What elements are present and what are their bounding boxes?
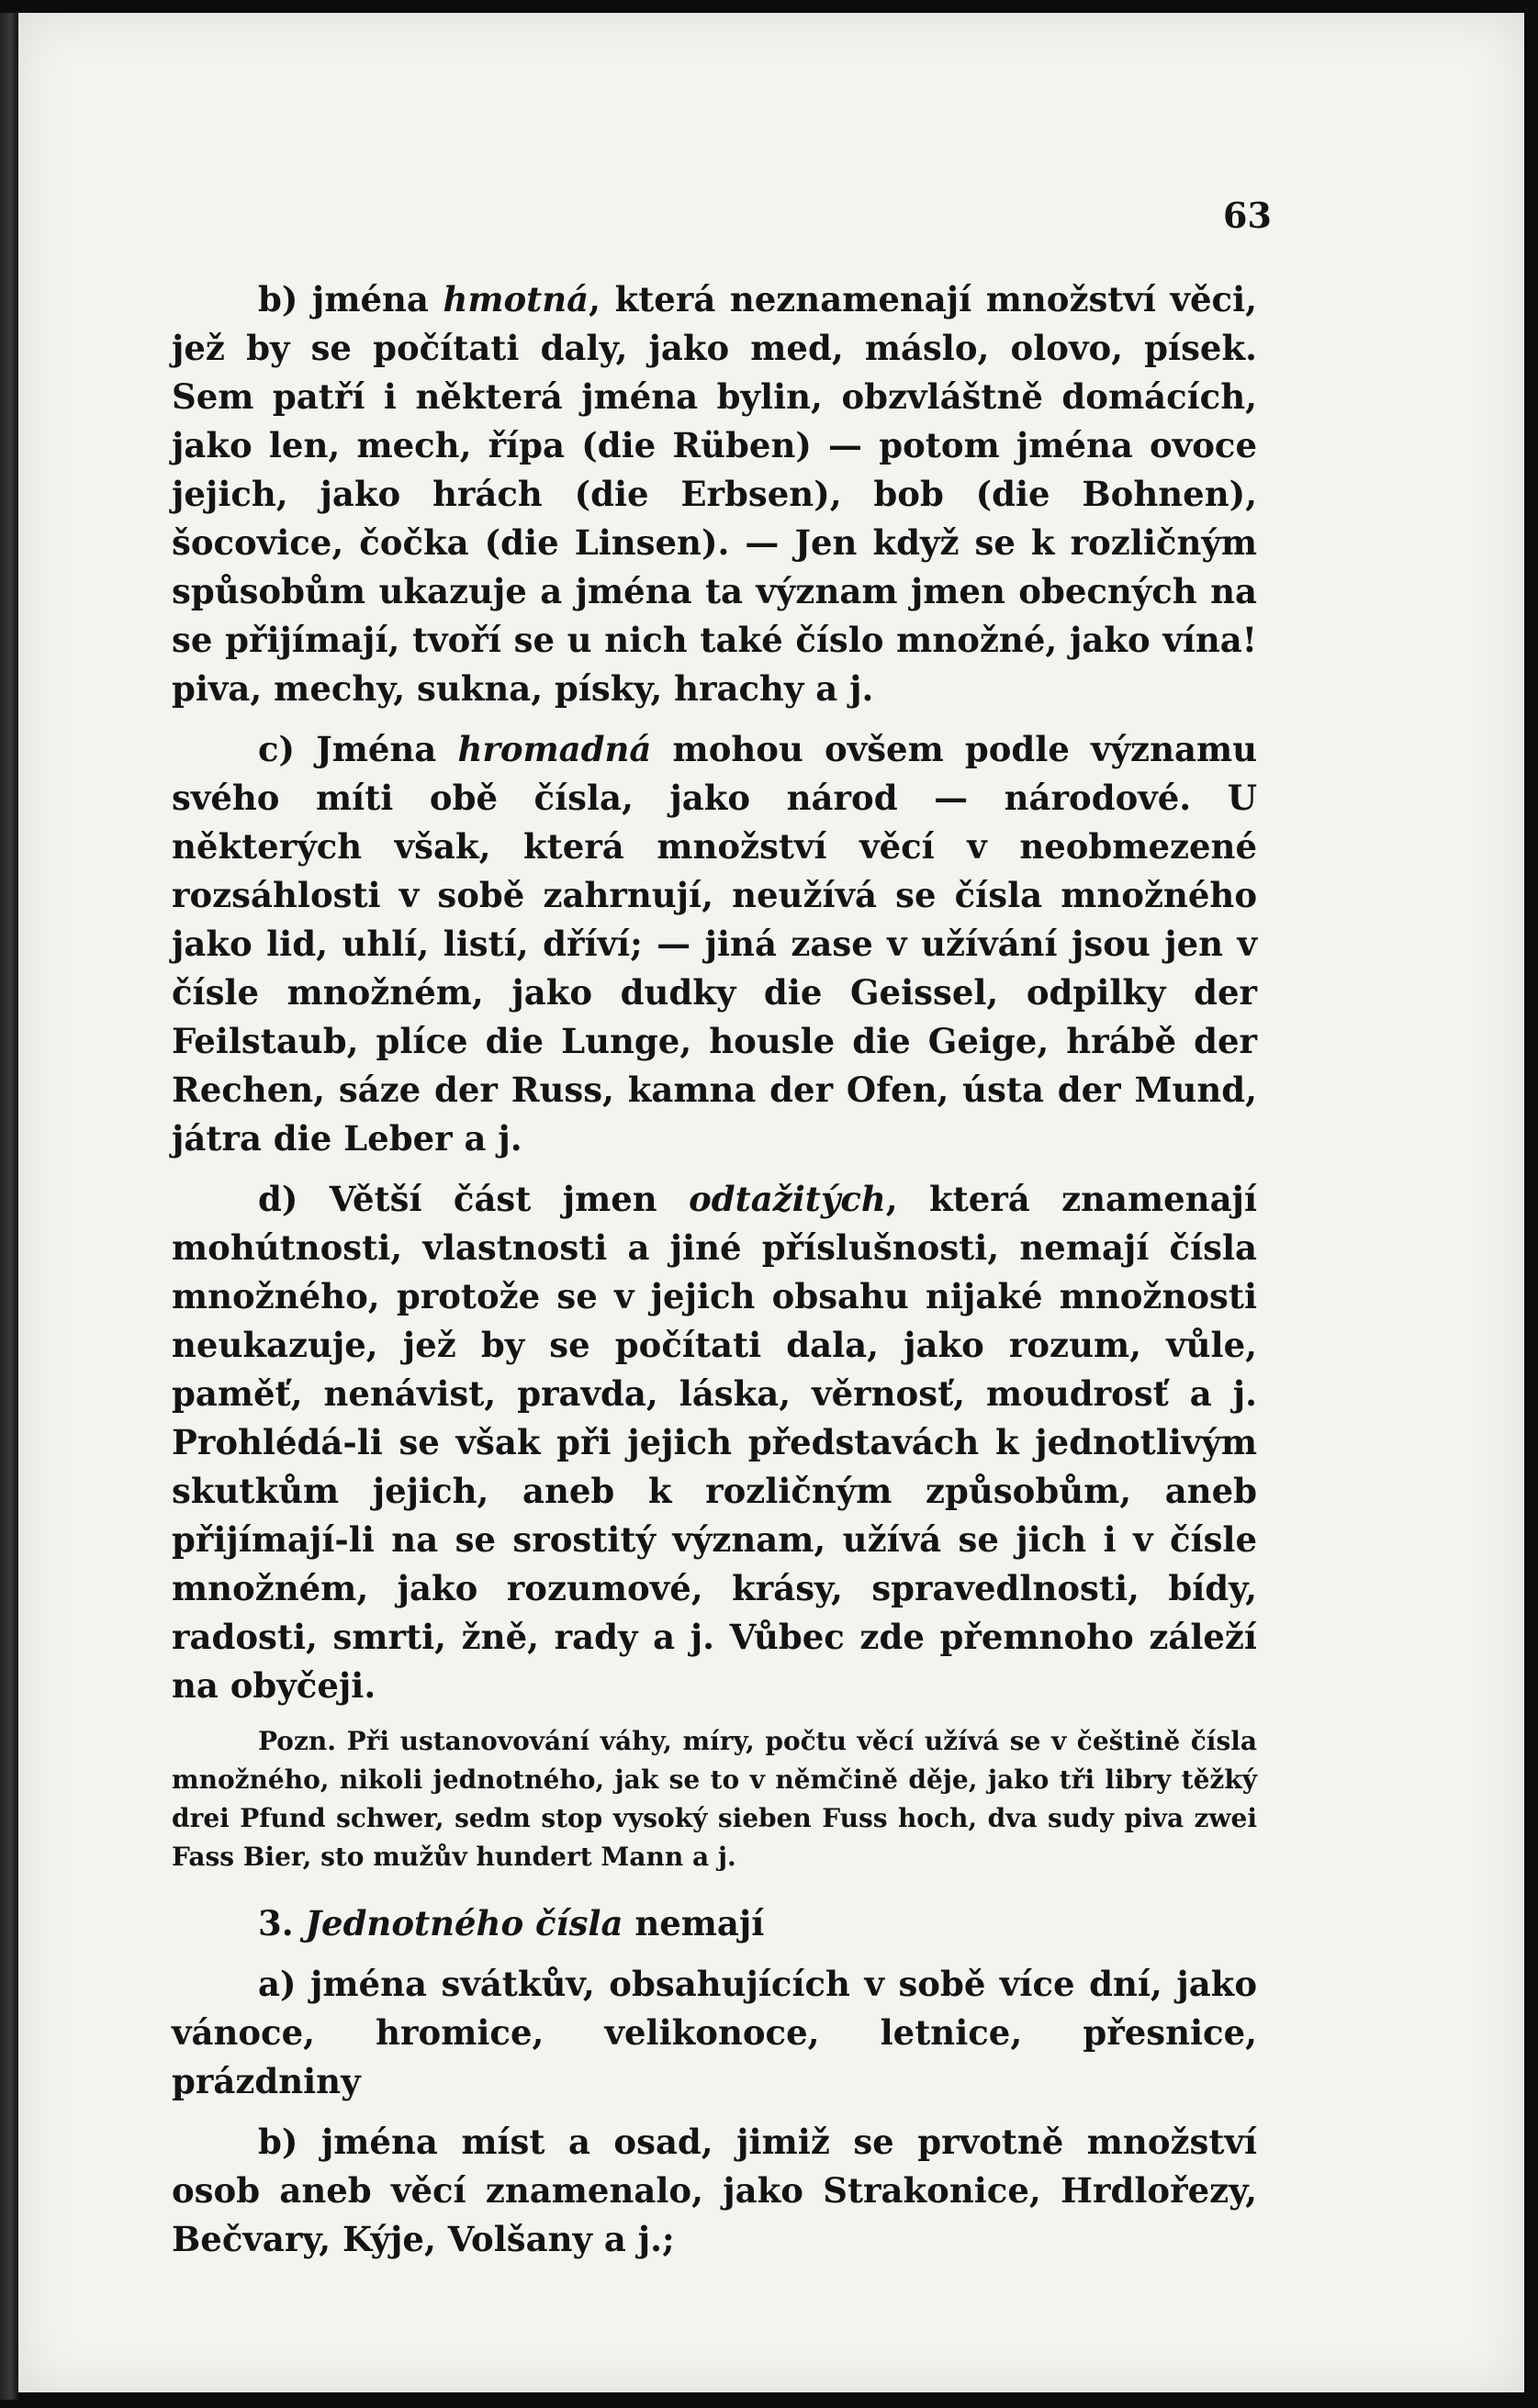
page-number: 63 [1223, 195, 1272, 236]
paragraph-b-mista: b) jména míst a osad, jimiž se prvotně množství osob aneb věcí znamenalo, jako Strakonice, Hrdlořezy, Bečvary, Kýje, Volšany a j.; [172, 2122, 1257, 2259]
term-hromadna: hromadná [457, 729, 652, 769]
section-heading-rest: nemají [623, 1903, 765, 1943]
paragraph-b-text: , která neznamenají množství věci, jež by se počítati daly, jako med, máslo, olovo, písek. Sem patří i některá jména bylin, obzvláštně domácích, jako len, mech, řípa (die Rüben) — potom jména ovoce jejich, jako hrách (die Erbsen), bob (die Bohnen), šocovice, čočka (die Linsen). — Jen když se k rozličným spůsobům ukazuje a jména ta význam jmen obecných na se přijímají, tvoří se u nich také číslo množné, jako vína! piva, mechy, sukna, písky, hrachy a j. [172, 279, 1258, 709]
section-number: 3. [258, 1903, 306, 1943]
book-page [18, 13, 1524, 2392]
paragraph-b-hmotna [172, 275, 1257, 713]
page-body [172, 275, 1257, 2276]
paragraph-c-hromadna [172, 725, 1257, 1163]
footnote-pozn: Pozn. Při ustanovování váhy, míry, počtu věcí užívá se v češtině čísla množného, nikoli jednotného, jak se to v němčině děje, jako tři libry těžký drei Pfund schwer, sedm stop vysoký sieben Fuss hoch, dva sudy piva zwei Fass Bier, sto mužův hundert Mann a j. [172, 1726, 1257, 1872]
paragraph-d-odtazita [172, 1175, 1257, 1710]
book-spine-shadow [0, 13, 18, 2400]
term-hmotna: hmotná [443, 279, 589, 319]
section-heading-3 [172, 1899, 1257, 1948]
paragraph-d-lead: d) Větší část jmen [258, 1179, 690, 1219]
paragraph-d-text: , která znamenají mohútnosti, vlastnosti a jiné příslušnosti, nemají čísla množného, protože se v jejich obsahu nijaké množnosti neukazuje, jež by se počítati dala, jako rozum, vůle, paměť, nenávist, pravda, láska, věrnosť, moudrosť a j. Prohlédá-li se však při jejich představách k jednotlivým skutkům jejich, aneb k rozličným způsobům, aneb přijímají-li na se srostitý význam, užívá se jich i v čísle množném, jako rozumové, krásy, spravedlnosti, bídy, radosti, smrti, žně, rady a j. Vůbec zde přemnoho záleží na obyčeji. [172, 1179, 1257, 1706]
paragraph-c-lead: c) Jména [258, 729, 458, 769]
term-odtazitych: odtažitých [689, 1179, 886, 1219]
paragraph-a-svatky: a) jména svátkův, obsahujících v sobě více dní, jako vánoce, hromice, velikonoce, letnice, přesnice, prázdniny [172, 1964, 1257, 2101]
paragraph-b-lead: b) jména [258, 279, 443, 319]
paragraph-c-text: mohou ovšem podle významu svého míti obě čísla, jako národ — národové. U některých však, která množství věcí v neobmezené rozsáhlosti v sobě zahrnují, neužívá se čísla množného jako lid, uhlí, listí, dříví; — jiná zase v užívání jsou jen v čísle množném, jako dudky die Geissel, odpilky der Feilstaub, plíce die Lunge, housle die Geige, hrábě der Rechen, sáze der Russ, kamna der Ofen, ústa der Mund, játra die Leber a j. [172, 729, 1257, 1159]
section-heading-italic: Jednotného čísla [305, 1903, 623, 1943]
